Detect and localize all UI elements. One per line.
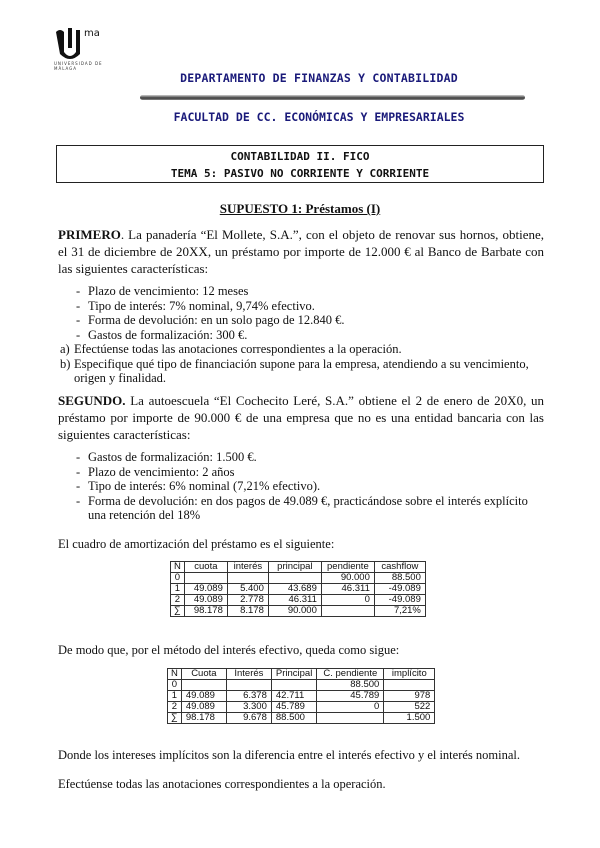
table-row: 0 90.000 88.500 <box>171 573 426 584</box>
table-row: 1 49.089 5.400 43.689 46.311 -49.089 <box>171 584 426 595</box>
table1-intro: El cuadro de amortización del préstamo es el siguiente: <box>58 537 335 551</box>
course-title: CONTABILIDAD II. FICO <box>230 150 370 163</box>
segundo-text: La autoescuela “El Cochecito Leré, S.A.” obtiene el 2 de enero de 20X0, un préstamo por importe de 90.000 € de una empresa que no es una entidad bancaria con las siguientes características: <box>58 393 544 442</box>
primero-text: . La panadería “El Mollete, S.A.”, con el objeto de renovar sus hornos, obtiene, el 31 de diciembre de 20XX, un préstamo por importe de 12.000 € al Banco de Barbate con las siguientes características: <box>58 227 544 276</box>
implicit-interest-note: Donde los intereses implícitos son la diferencia entre el interés efectivo y el interés nominal. <box>58 748 520 762</box>
question-a: a) Efectúense todas las anotaciones correspondientes a la operación. <box>60 342 402 356</box>
effective-interest-table <box>167 668 435 724</box>
table-row: 2 49.089 2.778 46.311 0 -49.089 <box>171 595 426 606</box>
faculty-title: FACULTAD DE CC. ECONÓMICAS Y EMPRESARIALES <box>173 110 465 124</box>
primero-list <box>58 284 544 342</box>
primero-paragraph <box>58 226 544 277</box>
list-item: - Tipo de interés: 7% nominal, 9,74% efectivo. <box>58 299 544 314</box>
list-item: - Gastos de formalización: 1.500 €. <box>58 450 544 465</box>
table-total-row: ∑ 98.178 9.678 88.500 1.500 <box>168 713 435 724</box>
table-total-row: ∑ 98.178 8.178 90.000 7,21% <box>171 606 426 617</box>
table-header-row: N cuota interés principal pendiente cashflow <box>171 562 426 573</box>
segundo-label: SEGUNDO. <box>58 393 126 408</box>
table-row: 0 88.500 <box>168 680 435 691</box>
list-item: - Plazo de vencimiento: 12 meses <box>58 284 544 299</box>
course-box <box>56 145 544 183</box>
topic-title: TEMA 5: PASIVO NO CORRIENTE Y CORRIENTE <box>170 167 430 180</box>
primero-questions <box>60 342 544 386</box>
table-row: 2 49.089 3.300 45.789 0 522 <box>168 702 435 713</box>
department-title: DEPARTAMENTO DE FINANZAS Y CONTABILIDAD <box>180 71 458 85</box>
list-item: - Tipo de interés: 6% nominal (7,21% efectivo). <box>58 479 544 494</box>
logo-subtext: UNIVERSIDAD DE MÁLAGA <box>54 61 103 71</box>
segundo-list <box>58 450 544 523</box>
list-item: - Plazo de vencimiento: 2 años <box>58 465 544 480</box>
table-header-row: N Cuota Interés Principal C. pendiente implícito <box>168 669 435 680</box>
list-item: - Forma de devolución: en dos pagos de 49.089 €, practicándose sobre el interés explícito una retención del 18% <box>58 494 544 523</box>
list-item: - Gastos de formalización: 300 €. <box>58 328 544 343</box>
header-divider <box>140 95 525 100</box>
question-b: b) Especifique qué tipo de financiación supone para la empresa, atendiendo a su vencimiento, origen y finalidad. <box>60 356 529 385</box>
segundo-paragraph <box>58 392 544 443</box>
table-row: 1 49.089 6.378 42.711 45.789 978 <box>168 691 435 702</box>
logo-text: ma <box>84 28 100 39</box>
university-logo <box>54 26 114 76</box>
closing-instruction: Efectúense todas las anotaciones correspondientes a la operación. <box>58 777 386 791</box>
list-item: - Forma de devolución: en un solo pago de 12.840 €. <box>58 313 544 328</box>
amortization-table <box>170 561 426 617</box>
exercise-title: SUPUESTO 1: Préstamos (I) <box>219 201 381 216</box>
primero-label: PRIMERO <box>58 227 121 242</box>
table2-intro: De modo que, por el método del interés efectivo, queda como sigue: <box>58 643 400 657</box>
